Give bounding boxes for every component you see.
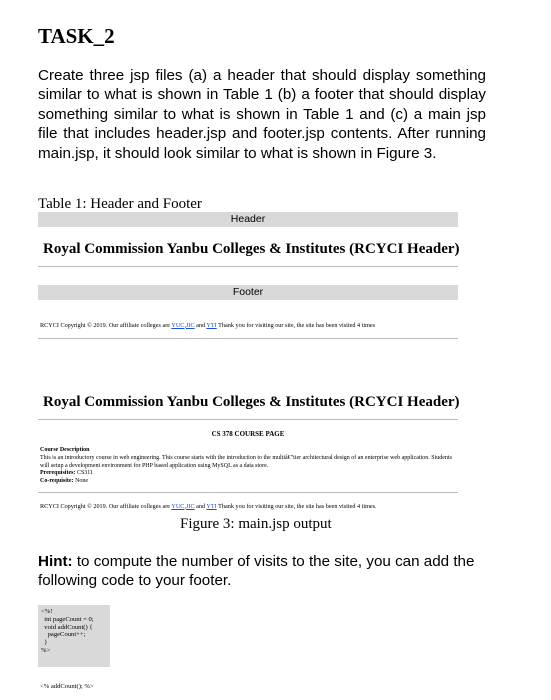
figure-header-title: Royal Commission Yanbu Colleges & Institutes (RCYCI Header) bbox=[43, 394, 460, 410]
prereq-value: CS311 bbox=[75, 470, 94, 477]
task-title: TASK_2 bbox=[38, 24, 115, 48]
course-page-title: CS 378 COURSE PAGE bbox=[211, 430, 285, 438]
table-caption: Table 1: Header and Footer bbox=[38, 196, 202, 212]
footer-and: and bbox=[194, 322, 207, 329]
figure-footer-text-before: RCYCI Copyright © 2019. Our affiliate colleges are bbox=[40, 503, 172, 510]
footer-text-after: Thank you for visiting our site, the site has been visited 4 times bbox=[216, 322, 376, 329]
code-block: <%! int pageCount = 0; void addCount() { pageCount++; } %> bbox=[38, 605, 110, 667]
yti-link[interactable]: YTI bbox=[206, 322, 217, 329]
figure-yuc-link[interactable]: YUC bbox=[171, 503, 185, 510]
figure-jic-link[interactable]: JIC bbox=[185, 503, 195, 510]
divider bbox=[38, 419, 458, 420]
figure-footer-and: and bbox=[194, 503, 207, 510]
footer-text: RCYCI Copyright © 2019. Our affiliate colleges are YUC,JIC and YTI Thank you for visiting our site, the site has been visited 4 times bbox=[40, 322, 376, 329]
jic-link[interactable]: JIC bbox=[185, 322, 195, 329]
divider bbox=[38, 266, 458, 267]
footer-text-before: RCYCI Copyright © 2019. Our affiliate colleges are bbox=[40, 322, 172, 329]
prereq-label: Prerequisites: bbox=[40, 470, 76, 477]
figure-footer-text-after: Thank you for visiting our site, the site has been visited 4 times. bbox=[216, 503, 377, 510]
yuc-link[interactable]: YUC bbox=[171, 322, 185, 329]
code-call: <% addCount(); %> bbox=[40, 683, 94, 690]
header-label-bar: Header bbox=[38, 212, 458, 227]
figure-footer-text: RCYCI Copyright © 2019. Our affiliate colleges are YUC,JIC and YTI Thank you for visiting our site, the site has been visited 4 times. bbox=[40, 503, 377, 510]
coreq-label: Co-requisite: bbox=[40, 478, 74, 485]
header-title: Royal Commission Yanbu Colleges & Institutes (RCYCI Header) bbox=[43, 241, 460, 257]
course-description bbox=[40, 447, 460, 486]
figure-yti-link[interactable]: YTI bbox=[206, 503, 217, 510]
figure-caption: Figure 3: main.jsp output bbox=[180, 516, 332, 532]
footer-label-bar: Footer bbox=[38, 285, 458, 300]
course-desc-text: This is an introductory course in web engineering. This course starts with the introduction to the multiâ€"tier architectural design of an enterprise web application. Students will setup a development environment for PHP based application using MySQL as a data store. bbox=[40, 454, 452, 469]
coreq-value: None bbox=[73, 478, 89, 485]
hint-text: to compute the number of visits to the site, you can add the following code to your footer. bbox=[38, 553, 475, 590]
hint-label: Hint: bbox=[38, 553, 73, 570]
intro-paragraph: Create three jsp files (a) a header that should display something similar to what is shown in Table 1 (b) a footer that should display something similar to what is shown in Table 1 and (c) a main jsp file that includes header.jsp and footer.jsp contents. After running main.jsp, it should look similar to what is shown in Figure 3. bbox=[38, 67, 486, 162]
course-desc-label: Course Description bbox=[40, 447, 90, 453]
divider bbox=[38, 338, 458, 339]
hint-paragraph bbox=[38, 552, 486, 591]
divider bbox=[38, 492, 458, 493]
